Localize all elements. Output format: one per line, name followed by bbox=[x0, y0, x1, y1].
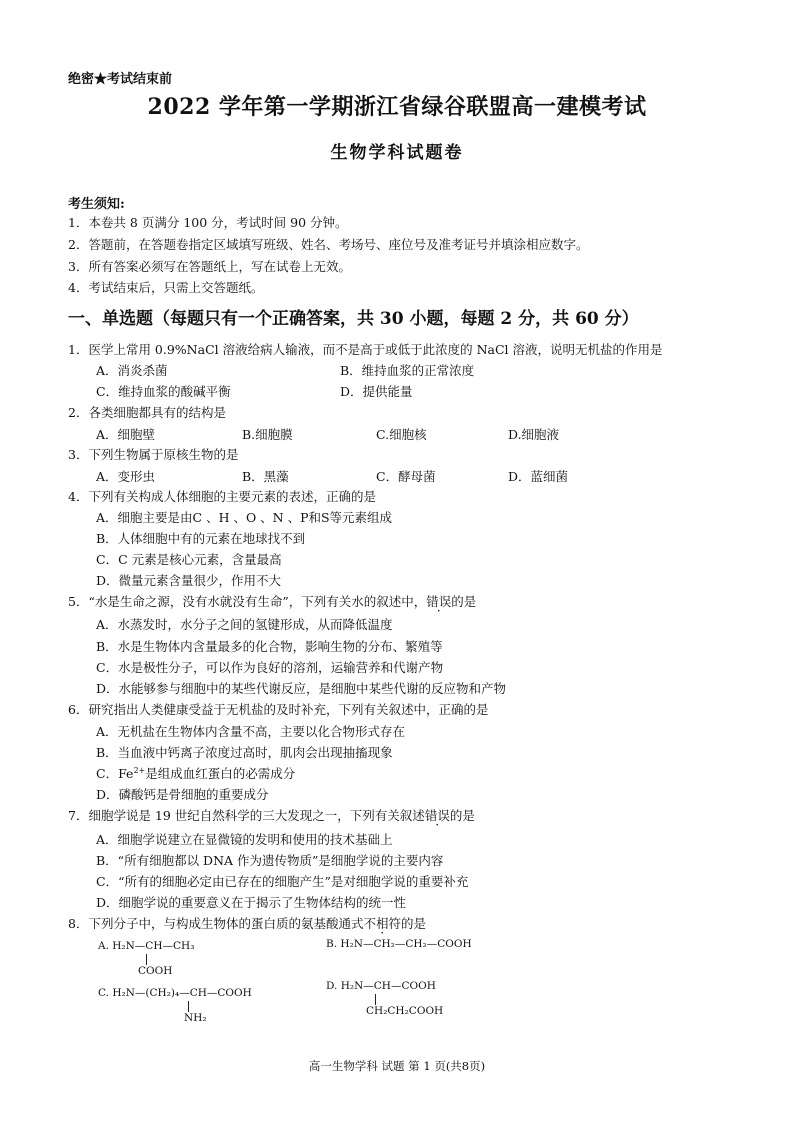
question-5-option-b: B．水是生物体内含量最多的化合物，影响生物的分布、繁殖等 bbox=[96, 639, 443, 654]
question-2-option-d: D.细胞液 bbox=[508, 427, 560, 442]
question-1-option-b: B．维持血浆的正常浓度 bbox=[340, 363, 475, 378]
question-7-stem bbox=[68, 806, 475, 824]
question-1-stem: 1．医学上常用 0.9%NaCl 溶液给病人输液，而不是高于或低于此浓度的 NaCl 溶液，说明无机盐的作用是 bbox=[68, 342, 663, 357]
stem-text: 的是 bbox=[400, 916, 426, 931]
exam-subtitle: 生物学科试题卷 bbox=[330, 143, 464, 163]
stem-text: 的是 bbox=[449, 808, 475, 823]
question-2-option-b: B.细胞膜 bbox=[242, 427, 293, 442]
question-6-stem: 6．研究指出人类健康受益于无机盐的及时补充，下列有关叙述中，正确的是 bbox=[68, 702, 489, 717]
question-1-option-c: C．维持血浆的酸碱平衡 bbox=[96, 384, 231, 399]
question-6-option-c bbox=[96, 764, 295, 782]
question-6-option-b: B．当血液中钙离子浓度过高时，肌肉会出现抽搐现象 bbox=[96, 745, 393, 760]
question-3-option-c: C．酵母菌 bbox=[376, 469, 436, 484]
question-1-option-d: D．提供能量 bbox=[340, 384, 413, 399]
question-5-option-c: C．水是极性分子，可以作为良好的溶剂，运输营养和代谢产物 bbox=[96, 660, 444, 675]
question-5-option-a: A．水蒸发时，水分子之间的氢键形成，从而降低温度 bbox=[96, 617, 393, 632]
question-4-option-d: D．微量元素含量很少，作用不大 bbox=[96, 573, 282, 588]
notice-heading: 考生须知: bbox=[68, 197, 125, 212]
notice-item: 3．所有答案必须写在答题纸上，写在试卷上无效。 bbox=[68, 259, 351, 274]
formula-c-bond bbox=[188, 1001, 189, 1012]
question-7-option-c: C．“所有的细胞必定由已存在的细胞产生”是对细胞学说的重要补充 bbox=[96, 874, 469, 889]
superscript-charge: 2+ bbox=[133, 765, 146, 775]
formula-a-main: A. H₂N—CH—CH₃ bbox=[98, 940, 195, 952]
formula-d-bond bbox=[375, 994, 376, 1005]
question-5-stem bbox=[68, 592, 476, 610]
page-footer: 高一生物学科 试题 第 1 页(共8页) bbox=[308, 1059, 486, 1073]
question-2-option-a: A．细胞壁 bbox=[96, 427, 156, 442]
emphasis-text: 错误 bbox=[426, 594, 452, 609]
question-6-option-d: D．磷酸钙是骨细胞的重要成分 bbox=[96, 787, 269, 802]
option-text: C．Fe bbox=[96, 766, 134, 781]
formula-c-sub: NH₂ bbox=[184, 1012, 207, 1024]
question-7-option-a: A．细胞学说建立在显微镜的发明和使用的技术基础上 bbox=[96, 832, 393, 847]
question-3-option-d: D．蓝细菌 bbox=[508, 469, 569, 484]
option-text: 是组成血红蛋白的必需成分 bbox=[145, 766, 296, 781]
formula-d-sub: CH₂CH₂COOH bbox=[366, 1005, 444, 1017]
formula-b-main: B. H₂N—CH₂—CH₂—COOH bbox=[326, 938, 472, 950]
section-heading: 一、单选题（每题只有一个正确答案，共 30 小题，每题 2 分，共 60 分） bbox=[68, 309, 639, 329]
stem-text: 7．细胞学说是 19 世纪自然科学的三大发现之一，下列有关叙述 bbox=[68, 808, 425, 823]
formula-a-bond bbox=[146, 954, 147, 965]
emphasis-text: 错误 bbox=[424, 808, 450, 823]
question-6-option-a: A．无机盐在生物体内含量不高，主要以化合物形式存在 bbox=[96, 724, 406, 739]
question-2-option-c: C.细胞核 bbox=[376, 427, 427, 442]
confidential-label: 绝密★考试结束前 bbox=[68, 72, 173, 87]
stem-text: 8．下列分子中，与构成生物体的蛋白质的氨基酸通式 bbox=[68, 916, 364, 931]
question-4-option-a: A．细胞主要是由C 、H 、O 、N 、P和S等元素组成 bbox=[96, 510, 393, 525]
question-7-option-b: B．“所有细胞都以 DNA 作为遗传物质”是细胞学说的主要内容 bbox=[96, 853, 444, 868]
question-2-stem: 2．各类细胞都具有的结构是 bbox=[68, 405, 226, 420]
formula-c-main: C. H₂N—(CH₂)₄—CH—COOH bbox=[98, 987, 252, 999]
exam-title: 2022 学年第一学期浙江省绿谷联盟高一建模考试 bbox=[147, 94, 647, 120]
question-3-option-b: B．黑藻 bbox=[242, 469, 289, 484]
notice-item: 2．答题前，在答题卷指定区域填写班级、姓名、考场号、座位号及准考证号并填涂相应数字。 bbox=[68, 237, 589, 252]
emphasis-text: 不相符 bbox=[363, 916, 401, 931]
notice-item: 1．本卷共 8 页满分 100 分，考试时间 90 分钟。 bbox=[68, 215, 348, 230]
stem-text: 的是 bbox=[451, 594, 477, 609]
formula-a-sub: COOH bbox=[138, 965, 173, 977]
question-8-stem bbox=[68, 914, 426, 932]
question-3-stem: 3．下列生物属于原核生物的是 bbox=[68, 447, 239, 462]
notice-item: 4．考试结束后，只需上交答题纸。 bbox=[68, 280, 264, 295]
question-5-option-d: D．水能够参与细胞中的某些代谢反应，是细胞中某些代谢的反应物和产物 bbox=[96, 681, 507, 696]
formula-d-main: D. H₂N—CH—COOH bbox=[326, 980, 436, 992]
question-4-stem: 4．下列有关构成人体细胞的主要元素的表述，正确的是 bbox=[68, 489, 376, 504]
question-4-option-b: B．人体细胞中有的元素在地球找不到 bbox=[96, 531, 306, 546]
question-3-option-a: A．变形虫 bbox=[96, 469, 156, 484]
question-7-option-d: D．细胞学说的重要意义在于揭示了生物体结构的统一性 bbox=[96, 895, 407, 910]
question-1-option-a: A．消炎杀菌 bbox=[96, 363, 168, 378]
question-4-option-c: C．C 元素是核心元素，含量最高 bbox=[96, 552, 282, 567]
stem-text: 5．“水是生命之源，没有水就没有生命”，下列有关水的叙述中， bbox=[68, 594, 427, 609]
